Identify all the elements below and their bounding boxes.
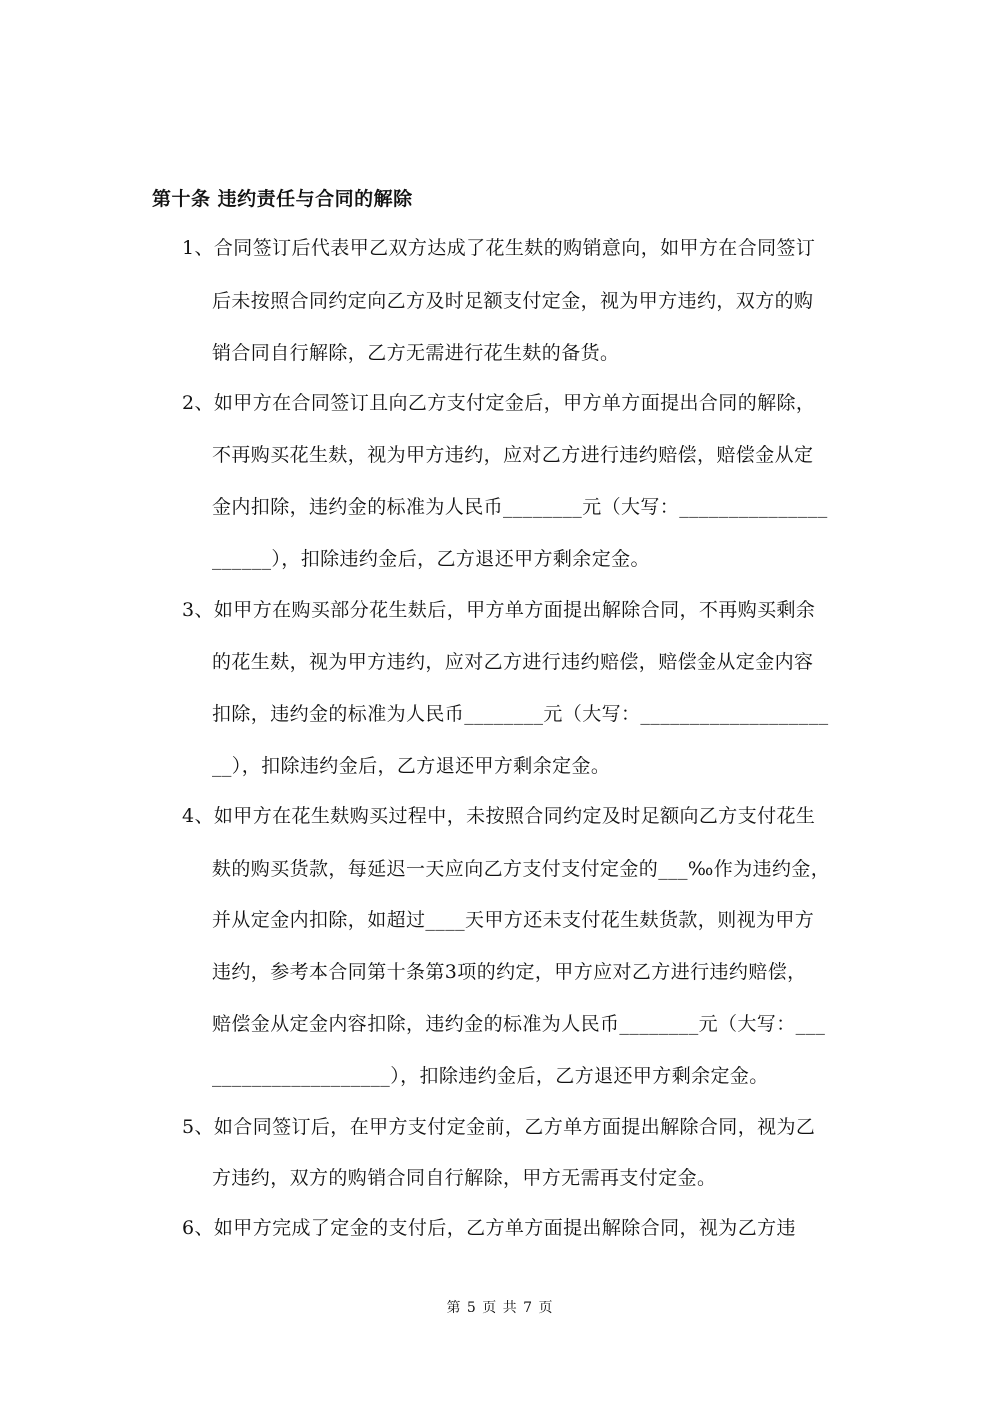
- clause-4-line-6: __________________），扣除违约金后，乙方退还甲方剩余定金。: [212, 1065, 769, 1087]
- clause-5-line-2: 方违约，双方的购销合同自行解除，甲方无需再支付定金。: [212, 1167, 717, 1189]
- clause-1-line-3: 销合同自行解除，乙方无需进行花生麸的备货。: [212, 342, 620, 364]
- clause-1-line-2: 后未按照合同约定向乙方及时足额支付定金，视为甲方违约，双方的购: [212, 290, 814, 312]
- clause-3-line-3: 扣除，违约金的标准为人民币________元（大写：___________________: [212, 703, 829, 725]
- page-footer: 第 5 页 共 7 页: [446, 1300, 554, 1316]
- clause-2-line-3: 金内扣除，违约金的标准为人民币________元（大写：_______________: [212, 496, 828, 518]
- section-heading: 第十条 违约责任与合同的解除: [152, 188, 413, 210]
- clause-2-line-1: 2、如甲方在合同签订且向乙方支付定金后，甲方单方面提出合同的解除，: [182, 392, 816, 414]
- clause-5-line-1: 5、如合同签订后，在甲方支付定金前，乙方单方面提出解除合同，视为乙: [182, 1116, 816, 1138]
- clause-3-line-2: 的花生麸，视为甲方违约，应对乙方进行违约赔偿，赔偿金从定金内容: [212, 651, 814, 673]
- clause-4-line-3: 并从定金内扣除，如超过____天甲方还未支付花生麸货款，则视为甲方: [212, 909, 815, 931]
- clause-4-line-5: 赔偿金从定金内容扣除，违约金的标准为人民币________元（大写：___: [212, 1013, 826, 1035]
- clause-3-line-4: __），扣除违约金后，乙方退还甲方剩余定金。: [212, 755, 611, 777]
- clause-4-line-2: 麸的购买货款，每延迟一天应向乙方支付支付定金的___‰作为违约金，: [212, 858, 831, 880]
- clause-1-line-1: 1、合同签订后代表甲乙双方达成了花生麸的购销意向，如甲方在合同签订: [182, 237, 816, 259]
- clause-3-line-1: 3、如甲方在购买部分花生麸后，甲方单方面提出解除合同，不再购买剩余: [182, 599, 816, 621]
- clause-6-line-1: 6、如甲方完成了定金的支付后，乙方单方面提出解除合同，视为乙方违: [182, 1217, 796, 1239]
- clause-2-line-4: ______），扣除违约金后，乙方退还甲方剩余定金。: [212, 548, 650, 570]
- clause-4-line-4: 违约，参考本合同第十条第3项的约定，甲方应对乙方进行违约赔偿，: [212, 961, 807, 983]
- clause-4-line-1: 4、如甲方在花生麸购买过程中，未按照合同约定及时足额向乙方支付花生: [182, 805, 816, 827]
- clause-2-line-2: 不再购买花生麸，视为甲方违约，应对乙方进行违约赔偿，赔偿金从定: [212, 444, 814, 466]
